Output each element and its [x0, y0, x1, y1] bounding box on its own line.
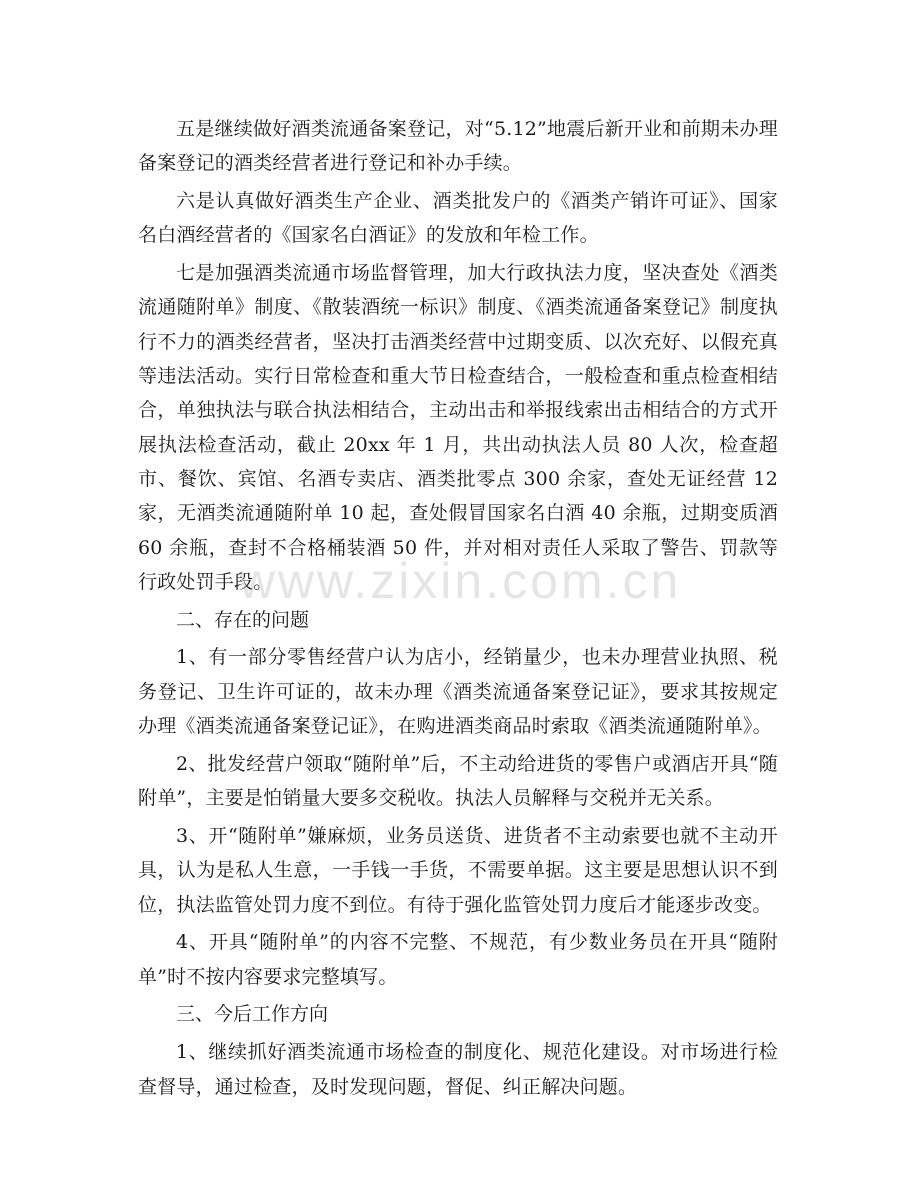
future-item-1: 1、继续抓好酒类流通市场检查的制度化、规范化建设。对市场进行检查督导，通过检查，及时发现问题，督促、纠正解决问题。	[138, 1041, 778, 1098]
document-body	[138, 112, 778, 1107]
watermark: www.zixin.com.cn	[238, 553, 682, 609]
paragraph-item-6: 六是认真做好酒类生产企业、酒类批发户的《酒类产销许可证》、国家名白酒经营者的《国家名白酒证》的发放和年检工作。	[138, 190, 778, 247]
problem-item-1: 1、有一部分零售经营户认为店小，经销量少，也未办理营业执照、税务登记、卫生许可证的，故未办理《酒类流通备案登记证》，要求其按规定办理《酒类流通备案登记证》，在购进酒类商品时索取《酒类流通随附单》。	[138, 646, 778, 738]
problem-item-4: 4、开具“随附单”的内容不完整、不规范，有少数业务员在开具“随附单”时不按内容要求完整填写。	[138, 931, 778, 988]
paragraph-item-7: 七是加强酒类流通市场监督管理，加大行政执法力度，坚决查处《酒类流通随附单》制度、《散装酒统一标识》制度、《酒类流通备案登记》制度执行不力的酒类经营者，坚决打击酒类经营中过期变质、以次充好、以假充真等违法活动。实行日常检查和重大节日检查结合，一般检查和重点检查相结合，单独执法与联合执法相结合，主动出击和举报线索出击相结合的方式开展执法检查活动，截止 20xx 年 1 月，共出动执法人员 80 人次，检查超市、餐饮、宾馆、名酒专卖店、酒类批零点 300 余家，查处无证经营 12 家，无酒类流通随附单 10 起，查处假冒国家名白酒 40 余瓶，过期变质酒 60 余瓶，查封不合格桶装酒 50 件，并对相对责任人采取了警告、罚款等行政处罚手段。	[138, 262, 778, 593]
paragraph-item-5: 五是继续做好酒类流通备案登记，对“5.12”地震后新开业和前期未办理备案登记的酒类经营者进行登记和补办手续。	[138, 118, 778, 175]
section-heading-future-work: 三、今后工作方向	[176, 1003, 329, 1026]
problem-item-2: 2、批发经营户领取“随附单”后，不主动给进货的零售户或酒店开具“随附单”，主要是怕销量大要多交税收。执法人员解释与交税并无关系。	[138, 752, 778, 810]
section-heading-problems: 二、存在的问题	[176, 608, 310, 631]
problem-item-3: 3、开“随附单”嫌麻烦，业务员送货、进货者不主动索要也就不主动开具，认为是私人生意，一手钱一手货，不需要单据。这主要是思想认识不到位，执法监管处罚力度不到位。有待于强化监管处罚力度后才能逐步改变。	[138, 824, 778, 916]
